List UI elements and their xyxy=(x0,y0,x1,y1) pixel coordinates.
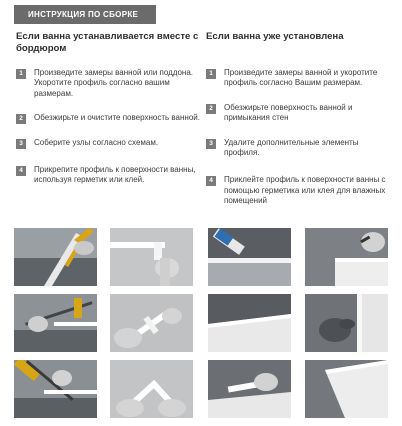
sealant-application-photo xyxy=(208,228,291,286)
left-column-title: Если ванна устанавливается вместе с бордюром xyxy=(16,31,199,54)
step-number-badge: 4 xyxy=(206,176,216,186)
corner-joint-photo xyxy=(110,294,193,352)
right-step-1 xyxy=(206,68,392,89)
yellow-saw-photo xyxy=(14,360,97,418)
right-step-4 xyxy=(206,175,392,206)
step-text: Произведите замеры ванной или поддона. Укоротите профиль согласно вашим размерам. xyxy=(34,68,193,98)
step-text: Удалите дополнительные элементы профиля. xyxy=(224,137,359,158)
right-column-title: Если ванна уже установлена xyxy=(206,31,344,42)
step-text: Обезжирьте поверхность ванной и примыкания стен xyxy=(224,102,353,123)
step-text: Обезжирьте и очистите поверхность ванной. xyxy=(34,113,200,123)
right-step-2 xyxy=(206,103,392,124)
step-number-badge: 3 xyxy=(16,139,26,149)
step-text: Прикрепите профиль к поверхности ванны, используя герметик или клей. xyxy=(34,165,196,185)
instruction-banner: ИНСТРУКЦИЯ ПО СБОРКЕ xyxy=(14,5,156,24)
step-number-badge: 2 xyxy=(16,114,26,124)
gloved-hand-corner-photo xyxy=(305,294,388,352)
profile-placement-photo xyxy=(208,360,291,418)
profile-cut-photo xyxy=(110,228,193,286)
saw-cutting-photo xyxy=(14,294,97,352)
step-number-badge: 3 xyxy=(206,139,216,149)
left-step-1 xyxy=(16,68,202,99)
step-number-badge: 2 xyxy=(206,104,216,114)
photo-grid xyxy=(14,228,388,418)
measuring-tape-photo xyxy=(14,228,97,286)
left-column xyxy=(16,31,202,186)
cutting-knife-photo xyxy=(305,228,388,286)
step-text: Произведите замеры ванной и укоротите профиль согласно Вашим размерам. xyxy=(224,68,378,88)
step-number-badge: 1 xyxy=(206,69,216,79)
bath-edge-photo xyxy=(305,360,388,418)
step-text: Приклейте профиль к поверхности ванны с помощью герметика или клея для влажных помещений xyxy=(224,175,386,206)
degrease-surface-photo xyxy=(208,294,291,352)
left-step-3 xyxy=(16,138,202,148)
right-step-3 xyxy=(206,138,392,159)
step-number-badge: 4 xyxy=(16,166,26,176)
step-number-badge: 1 xyxy=(16,69,26,79)
step-text: Соберите узлы согласно схемам. xyxy=(34,137,159,147)
left-step-4 xyxy=(16,165,202,186)
corner-assembly-photo xyxy=(110,360,193,418)
right-column xyxy=(206,31,392,207)
left-step-2 xyxy=(16,113,202,123)
